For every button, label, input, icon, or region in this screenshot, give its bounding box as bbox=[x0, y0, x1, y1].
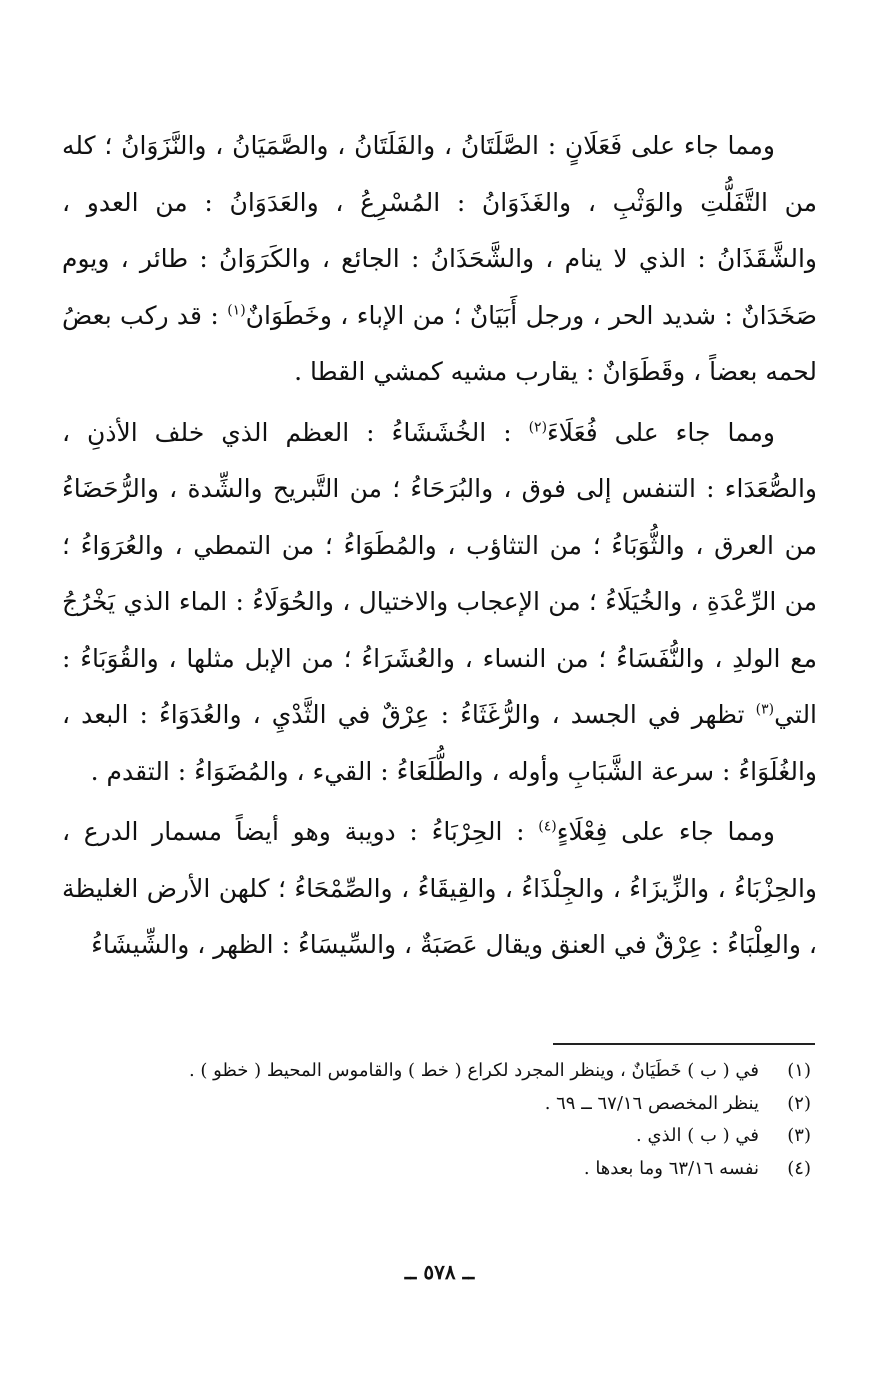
footnote-number: (٤) bbox=[787, 1157, 811, 1179]
page-number: ــ ٥٧٨ ــ bbox=[404, 1260, 475, 1284]
footnote-1 bbox=[120, 1055, 811, 1088]
paragraph-text-continued-2: تظهر في الجسد ، والرُّغَثَاءُ : عِرْقٌ في الثَّدْيِ ، والعُدَوَاءُ : البعد ، والغُلَوَاءُ : سرعة الشَّبَابِ وأوله ، والطُّلَعَاءُ : القيء ، والمُضَوَاءُ : التقدم . bbox=[62, 700, 817, 786]
footnote-separator bbox=[553, 1043, 815, 1045]
footnote-4 bbox=[120, 1153, 811, 1186]
footnote-2 bbox=[120, 1088, 811, 1121]
footnote-ref-1: (١) bbox=[227, 302, 246, 319]
paragraph-text: ومما جاء على فِعْلَاءٍ bbox=[556, 817, 775, 846]
paragraph-text: ومما جاء على فَعَلَانٍ : الصَّلَتَانُ ، والفَلَتَانُ ، والصَّمَيَانُ ، والنَّزَوَانُ ؛ كله من التَّفَلُّتِ والوَثْبِ ، والغَذَوَانُ : المُسْرِعُ ، والعَدَوَانُ : من العدو ، والشَّقَذَانُ : الذي لا ينام ، والشَّحَذَانُ : الجائع ، والكَرَوَانُ : طائر ، ويوم صَخَدَانٌ : شديد الحر ، ورجل أَبَيَانٌ ؛ من الإباء ، وخَطَوَانٌ bbox=[62, 131, 818, 330]
footnote-text: في ( ب ) الذي . bbox=[636, 1125, 759, 1146]
footnote-number: (١) bbox=[787, 1060, 811, 1081]
footnote-number: (٣) bbox=[787, 1125, 811, 1146]
paragraph-filaa bbox=[62, 804, 817, 974]
footnote-ref-4: (٤) bbox=[538, 818, 557, 835]
paragraph-fualaa bbox=[62, 405, 817, 801]
paragraph-text-continued: : الحِرْبَاءُ : دويبة وهو أيضاً مسمار الدرع ، والحِزْبَاءُ ، والزِّيزَاءُ ، والجِلْذَاءُ ، والقِيقَاءُ ، والصِّمْحَاءُ ؛ كلهن الأرض الغليظة ، والعِلْبَاءُ : عِرْقٌ في العنق ويقال عَصَبَةٌ ، والسِّيسَاءُ : الظهر ، والشِّيشَاءُ bbox=[62, 817, 817, 959]
footnote-text: في ( ب ) خَطَيَانٌ ، وينظر المجرد لكراع ( خط ) والقاموس المحيط ( خظو ) . bbox=[188, 1060, 759, 1081]
footnotes bbox=[120, 1055, 811, 1185]
main-text bbox=[62, 118, 817, 978]
paragraph-text-continued: : الخُشَشَاءُ : العظم الذي خلف الأذنِ ، والصُّعَدَاء : التنفس إلى فوق ، والبُرَحَاءُ ؛ من التَّبريح والشِّدة ، والرُّحَضَاءُ من العرق ، والثُّوَبَاءُ ؛ من التثاؤب ، والمُطَوَاءُ ؛ من التمطي ، والعُرَوَاءُ ؛ من الرِّعْدَةِ ، والخُيَلَاءُ ؛ من الإعجاب والاختيال ، والحُوَلَاءُ : الماء الذي يَخْرُجُ مع الولدِ ، والنُّفَسَاءُ ؛ من النساء ، والعُشَرَاءُ ؛ من الإبل مثلها ، والقُوَبَاءُ : التي bbox=[62, 417, 818, 729]
footnote-text: نفسه ٦٣/١٦ وما بعدها . bbox=[583, 1157, 759, 1179]
footnote-ref-2: (٢) bbox=[528, 419, 548, 436]
paragraph-faalan bbox=[62, 118, 817, 401]
footnote-text: ينظر المخصص ٦٧/١٦ ــ ٦٩ . bbox=[544, 1092, 759, 1114]
footnote-ref-3: (٣) bbox=[755, 701, 775, 718]
paragraph-text: ومما جاء على فُعَلَاءَ bbox=[547, 417, 775, 447]
paragraph-text-continued: : قد ركب بعضُ لحمه بعضاً ، وقَطَوَانٌ : يقارب مشيه كمشي القطا . bbox=[62, 300, 817, 386]
footnote-number: (٢) bbox=[787, 1092, 811, 1114]
footnote-3 bbox=[120, 1120, 811, 1153]
